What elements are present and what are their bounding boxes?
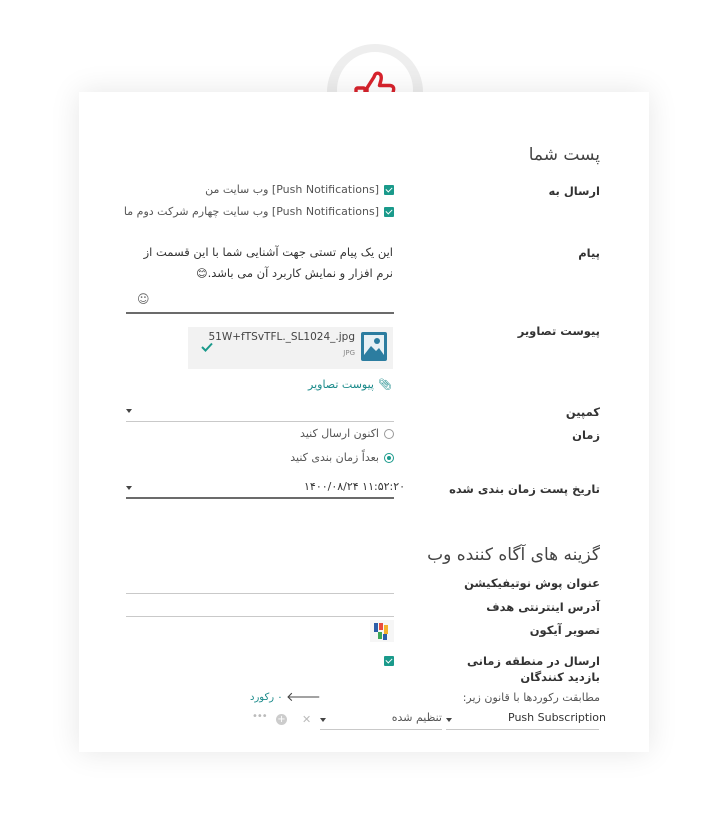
filter-operator-dropdown-icon[interactable] — [320, 718, 326, 722]
schedule-dropdown-icon[interactable] — [126, 486, 132, 490]
delete-rule-icon[interactable]: ✕ — [302, 713, 312, 726]
recipient-1: [Push Notifications] وب سایت من — [205, 183, 379, 196]
target-url-label: آدرس اینترنتی هدف — [486, 600, 600, 614]
filter-operator-underline — [320, 729, 442, 730]
campaign-select[interactable] — [126, 401, 394, 421]
message-underline — [126, 312, 394, 314]
time-label: زمان — [572, 428, 600, 442]
smile-emoji-icon: 😊 — [196, 267, 208, 280]
attachment-name: 51W+fTSvTFL._SL1024_.jpg — [208, 331, 355, 343]
message-label: پیام — [578, 246, 600, 260]
app-icon-image[interactable] — [370, 620, 394, 642]
message-line-1[interactable]: این یک پیام تستی جهت آشنایی شما با این قسمت از — [143, 245, 393, 259]
push-title-label: عنوان پوش نوتیفیکیشن — [464, 576, 600, 590]
recipient-checkbox-2[interactable] — [384, 207, 394, 217]
post-section-title: پست شما — [528, 145, 600, 165]
filter-model-underline — [446, 729, 599, 730]
icon-label: تصویر آیکون — [529, 623, 600, 637]
timezone-label-1: ارسال در منطقه زمانی — [467, 654, 600, 668]
paperclip-icon: 📎︎ — [377, 378, 392, 391]
attach-images-text: پیوست تصاویر — [308, 378, 374, 391]
arrow-left-icon[interactable]: 🡐︎ — [286, 690, 321, 705]
schedule-later-radio[interactable] — [384, 453, 394, 463]
schedule-underline — [126, 497, 394, 499]
timezone-label-2: بازدید کنندگان — [520, 670, 600, 684]
recipient-2: [Push Notifications] وب سایت چهارم شرکت دوم ما — [123, 205, 379, 218]
schedule-date-input[interactable]: ۱۴۰۰/۰۸/۲۴ ۱۱:۵۲:۲۰ — [304, 480, 406, 493]
send-now-text: اکنون ارسال کنید — [300, 427, 379, 440]
emoji-picker-icon[interactable]: ☺ — [137, 292, 150, 306]
attachment-card[interactable] — [188, 327, 393, 369]
recipient-checkbox-1[interactable] — [384, 185, 394, 195]
campaign-underline — [126, 421, 394, 422]
filter-operator-field[interactable]: تنظیم شده — [391, 711, 442, 724]
images-label: پیوست تصاویر — [517, 324, 600, 338]
message-line-2[interactable] — [196, 266, 393, 280]
schedule-later-text: بعداً زمان بندی کنید — [290, 451, 379, 464]
target-url-input[interactable] — [126, 616, 394, 617]
attachment-ext: JPG — [343, 349, 355, 357]
schedule-date-label: تاریخ پست زمان بندی شده — [449, 482, 600, 496]
attach-images-link[interactable] — [308, 378, 392, 391]
push-title-input[interactable] — [126, 593, 394, 594]
web-section-title: گزینه های آگاه کننده وب — [427, 545, 600, 565]
image-file-icon — [360, 331, 388, 362]
check-icon — [201, 342, 213, 352]
filter-model-dropdown-icon[interactable] — [446, 718, 452, 722]
send-now-radio[interactable] — [384, 429, 394, 439]
filter-caption: مطابقت رکوردها با قانون زیر: — [462, 691, 600, 704]
more-options-icon[interactable]: ••• — [252, 711, 267, 722]
campaign-label: کمپین — [565, 405, 600, 419]
timezone-checkbox[interactable] — [384, 656, 394, 666]
send-to-label: ارسال به — [548, 184, 600, 198]
campaign-dropdown-icon[interactable] — [126, 409, 132, 413]
add-rule-icon[interactable]: + — [277, 714, 286, 725]
records-count-link[interactable]: ۰ رکورد — [250, 692, 283, 703]
filter-model-field[interactable]: Push Subscription — [508, 711, 606, 724]
message-text: نرم افزار و نمایش کاربرد آن می باشد. — [207, 266, 393, 280]
